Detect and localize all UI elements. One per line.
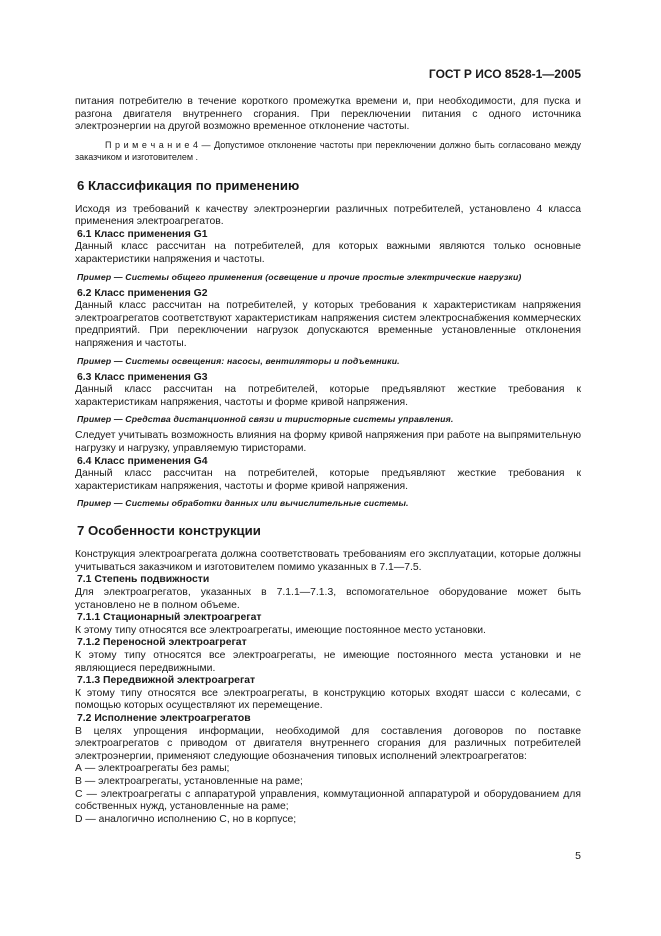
section-heading: 7 Особенности конструкции — [77, 523, 261, 539]
paragraph: К этому типу относятся все электроагрегаты, имеющие постоянное место установки. — [75, 624, 486, 636]
paragraph: D — аналогично исполнению С, но в корпусе; — [75, 813, 297, 825]
subsection-heading: 6.4 Класс применения G4 — [77, 455, 208, 467]
example: Пример — Средства дистанционной связи и тиристорные системы управления. — [77, 414, 454, 425]
paragraph: В — электроагрегаты, установленные на раме; — [75, 775, 303, 787]
example: Пример — Системы общего применения (освещение и прочие простые электрические нагрузки) — [77, 271, 522, 282]
paragraph: К этому типу относятся все электроагрегаты, не имеющие постоянного места установки и не являющиеся передвижными. — [75, 650, 581, 674]
example: Пример — Системы обработки данных или вычислительные системы. — [77, 498, 409, 509]
paragraph: К этому типу относятся все электроагрегаты, в конструкцию которых входят шасси с колесами, с помощью которых осуществляют их перемещение. — [75, 687, 581, 712]
note: П р и м е ч а н и е 4 — Допустимое отклонение частоты при переключении должно быть согласовано между заказчиком и изготовителем . — [75, 139, 581, 163]
subsection-heading: 7.1.2 Переносной электроагрегат — [77, 637, 247, 649]
section-heading: 6 Классификация по применению — [77, 177, 300, 193]
paragraph: Конструкция электроагрегата должна соответствовать требованиям его эксплуатации, которые должны учитываться заказчиком и изготовителем помимо указанных в 7.1—7.5. — [75, 549, 581, 573]
paragraph: В целях упрощения информации, необходимой для составления договоров по поставке электроагрегатов с приводом от двигателя внутреннего сгорания для различных потребителей электроэнергии, применяют следующие обозначения типовых исполнений электроагрегатов: — [75, 725, 581, 762]
example: Пример — Системы освещения: насосы, вентиляторы и подъемники. — [77, 355, 400, 366]
paragraph: А — электроагрегаты без рамы; — [75, 763, 230, 775]
subsection-heading: 7.1.1 Стационарный электроагрегат — [77, 612, 262, 624]
subsection-heading: 6.2 Класс применения G2 — [77, 287, 208, 299]
paragraph: Для электроагрегатов, указанных в 7.1.1—7.1.3, вспомогательное оборудование может быть установлено не в полном объеме. — [75, 587, 581, 611]
paragraph: питания потребителю в течение короткого промежутка времени и, при необходимости, для пуска и разгона двигателя внутреннего сгорания. При переключении питания с одного источника электроэнергии на другой возможно временное отклонение частоты. — [75, 96, 581, 133]
paragraph: С — электроагрегаты с аппаратурой управления, коммутационной аппаратурой и оборудованием для собственных нужд, установленные на раме; — [75, 788, 581, 813]
subsection-heading: 6.3 Класс применения G3 — [77, 371, 208, 383]
paragraph: Данный класс рассчитан на потребителей, у которых требования к характеристикам напряжения электроагрегатов соответствуют характеристикам напряжения систем электроснабжения коммерческих предприятий. При переключении нагрузок допускаются временные установленные отклонения напряжения и частоты. — [75, 300, 581, 349]
document-header: ГОСТ Р ИСО 8528-1—2005 — [428, 67, 581, 81]
subsection-heading: 6.1 Класс применения G1 — [77, 228, 208, 240]
paragraph: Следует учитывать возможность влияния на форму кривой напряжения при работе на выпрямительную нагрузку и нагрузку, управляемую тиристорами. — [75, 430, 581, 454]
subsection-heading: 7.1 Степень подвижности — [77, 574, 210, 586]
subsection-heading: 7.2 Исполнение электроагрегатов — [77, 713, 251, 724]
page-number: 5 — [575, 850, 581, 862]
subsection-heading: 7.1.3 Передвижной электроагрегат — [77, 675, 256, 687]
paragraph: Данный класс рассчитан на потребителей, которые предъявляют жесткие требования к характеристикам напряжения, частоты и форме кривой напряжения. — [75, 468, 581, 492]
document-body — [75, 96, 581, 826]
paragraph: Данный класс рассчитан на потребителей, которые предъявляют жесткие требования к характеристикам напряжения, частоты и форме кривой напряжения. — [75, 384, 581, 408]
paragraph: Исходя из требований к качеству электроэнергии различных потребителей, установлено 4 класса применения электроагрегатов. — [75, 203, 581, 228]
paragraph: Данный класс рассчитан на потребителей, для которых важными являются только основные характеристики напряжения и частоты. — [75, 241, 581, 265]
